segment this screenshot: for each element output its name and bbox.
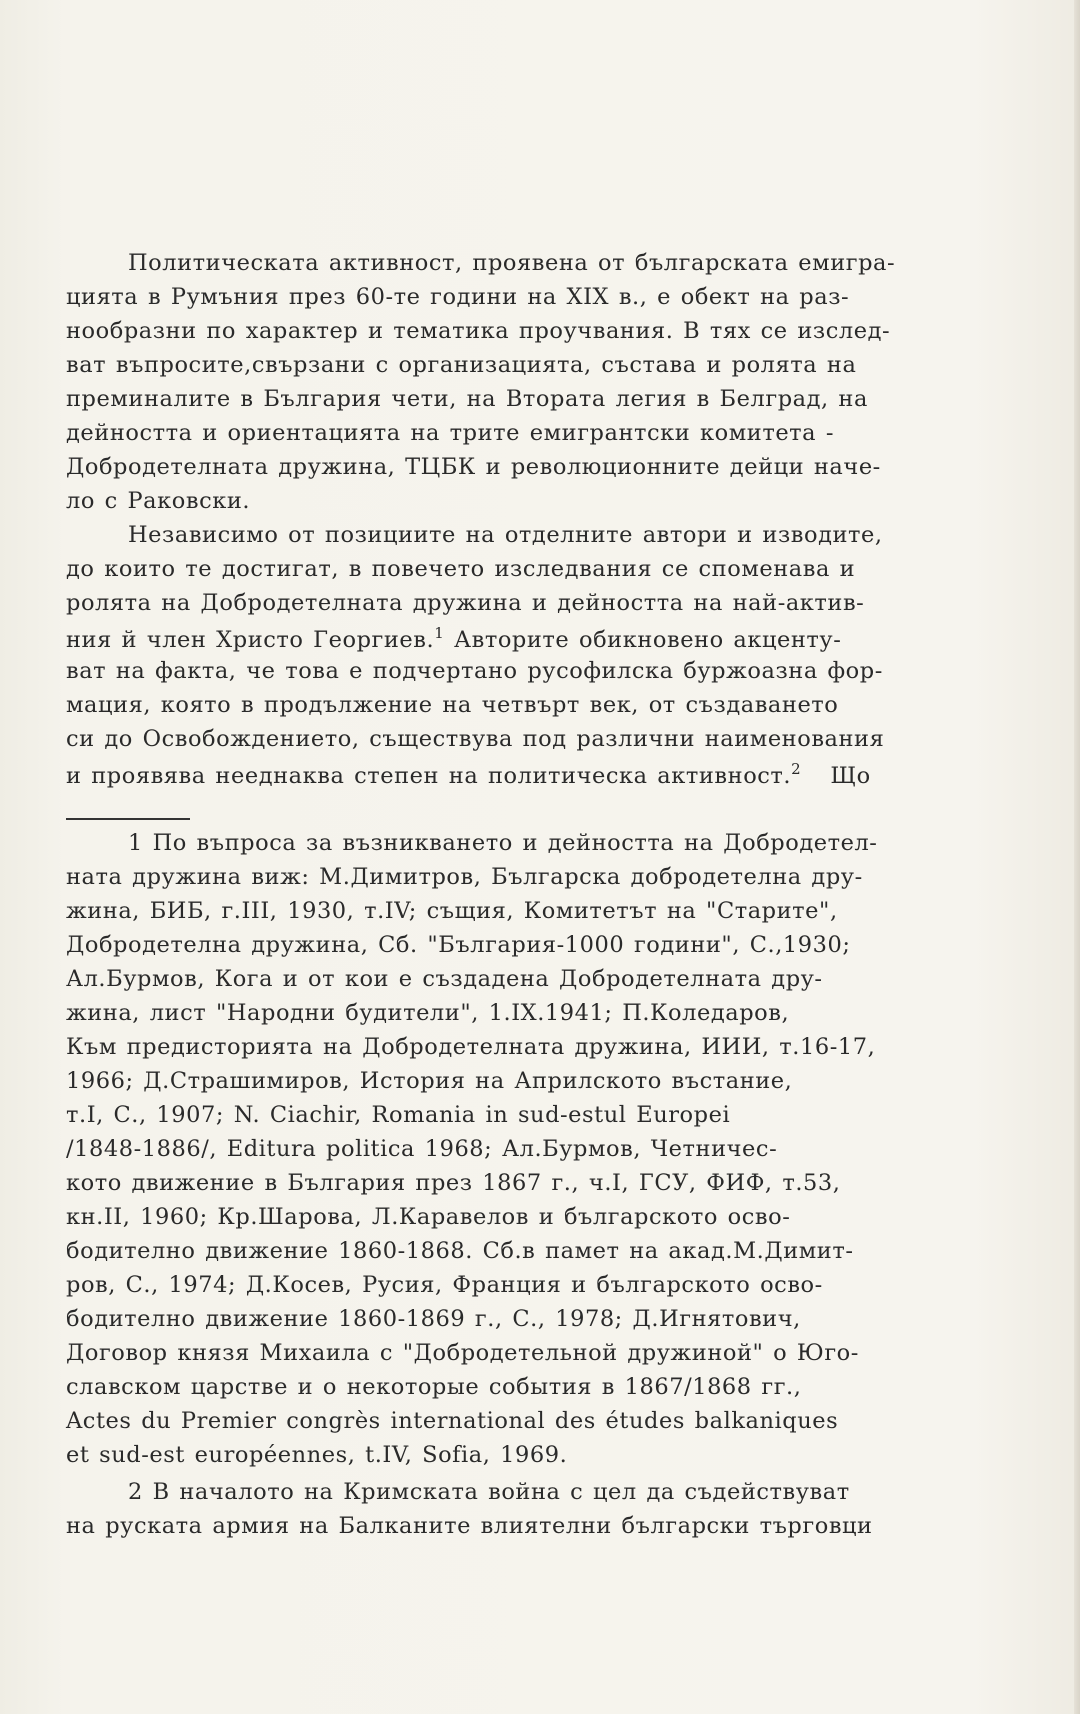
footnote-line: Actes du Premier congrès international des études balkaniques <box>66 1408 839 1434</box>
footnote-line: Добродетелна дружина, Сб. "България-1000 години", С.,1930; <box>66 932 851 958</box>
body-text: Авторите обикновено акценту- <box>454 627 842 653</box>
body-line: си до Освобождението, съществува под различни наименования <box>66 726 885 752</box>
footnote-line: ров, С., 1974; Д.Косев, Русия, Франция и българското осво- <box>66 1272 823 1298</box>
footnote-line: бодително движение 1860-1869 г., С., 1978; Д.Игнятович, <box>66 1306 801 1332</box>
body-line: Политическата активност, проявена от българската емигра- <box>128 250 896 276</box>
body-line: ло с Раковски. <box>66 488 251 514</box>
body-line: дейността и ориентацията на трите емигрантски комитета - <box>66 420 834 446</box>
footnote-line: 1966; Д.Страшимиров, История на Априлското въстание, <box>66 1068 793 1094</box>
footnote-line: славском царстве и о некоторые события в 1867/1868 гг., <box>66 1374 802 1400</box>
body-line: ролята на Добродетелната дружина и дейността на най-актив- <box>66 590 865 616</box>
body-line-with-footnote-ref <box>66 626 841 652</box>
body-line: мация, която в продължение на четвърт век, от създаването <box>66 692 839 718</box>
body-line: до които те достигат, в повечето изследвания се споменава и <box>66 556 856 582</box>
body-line: ват на факта, че това е подчертано русофилска буржоазна фор- <box>66 658 883 684</box>
footnote-line: кн.II, 1960; Кр.Шарова, Л.Каравелов и българското осво- <box>66 1204 791 1230</box>
body-line: нообразни по характер и тематика проучвания. В тях се изслед- <box>66 318 891 344</box>
footnote-line: т.I, С., 1907; N. Ciachir, Romania in sud-estul Europei <box>66 1102 731 1128</box>
body-line: цията в Румъния през 60-те години на XIX в., е обект на раз- <box>66 284 850 310</box>
body-line: ват въпросите,свързани с организацията, състава и ролята на <box>66 352 857 378</box>
footnote-line: жина, БИБ, г.III, 1930, т.IV; същия, Комитетът на "Старите", <box>66 898 838 924</box>
footnote-line: Ал.Бурмов, Кога и от кои е създадена Добродетелната дру- <box>66 966 823 992</box>
footnote-separator <box>66 818 190 820</box>
footnote-line: жина, лист "Народни будители", 1.IX.1941; П.Коледаров, <box>66 1000 790 1026</box>
footnote-reference[interactable]: 1 <box>434 624 445 642</box>
body-line-with-footnote-ref <box>66 762 871 788</box>
footnote-line: Договор князя Михаила с "Добродетельной дружиной" о Юго- <box>66 1340 859 1366</box>
body-text: Що <box>830 763 871 789</box>
body-line: преминалите в България чети, на Втората легия в Белград, на <box>66 386 868 412</box>
footnote-reference[interactable]: 2 <box>791 760 802 778</box>
footnote-line: кото движение в България през 1867 г., ч.I, ГСУ, ФИФ, т.53, <box>66 1170 841 1196</box>
footnote-line: на руската армия на Балканите влиятелни български търговци <box>66 1513 873 1539</box>
body-text: ния й член Христо Георгиев. <box>66 627 435 653</box>
footnote-line: /1848-1886/, Editura politica 1968; Ал.Бурмов, Четничес- <box>66 1136 778 1162</box>
footnote-line: бодително движение 1860-1868. Сб.в памет на акад.М.Димит- <box>66 1238 854 1264</box>
body-line: Независимо от позициите на отделните автори и изводите, <box>128 522 883 548</box>
body-line: Добродетелната дружина, ТЦБК и революционните дейци наче- <box>66 454 881 480</box>
footnote-line: 1 По въпроса за възникването и дейността на Добродетел- <box>128 830 878 856</box>
footnote-line: Към предисторията на Добродетелната дружина, ИИИ, т.16-17, <box>66 1034 876 1060</box>
footnote-line: ната дружина виж: М.Димитров, Българска добродетелна дру- <box>66 864 863 890</box>
footnote-line: 2 В началото на Кримската война с цел да съдействуват <box>128 1479 850 1505</box>
footnote-line: et sud-est européennes, t.IV, Sofia, 1969. <box>66 1442 568 1468</box>
body-text: и проявява нееднаква степен на политическа активност. <box>66 763 792 789</box>
